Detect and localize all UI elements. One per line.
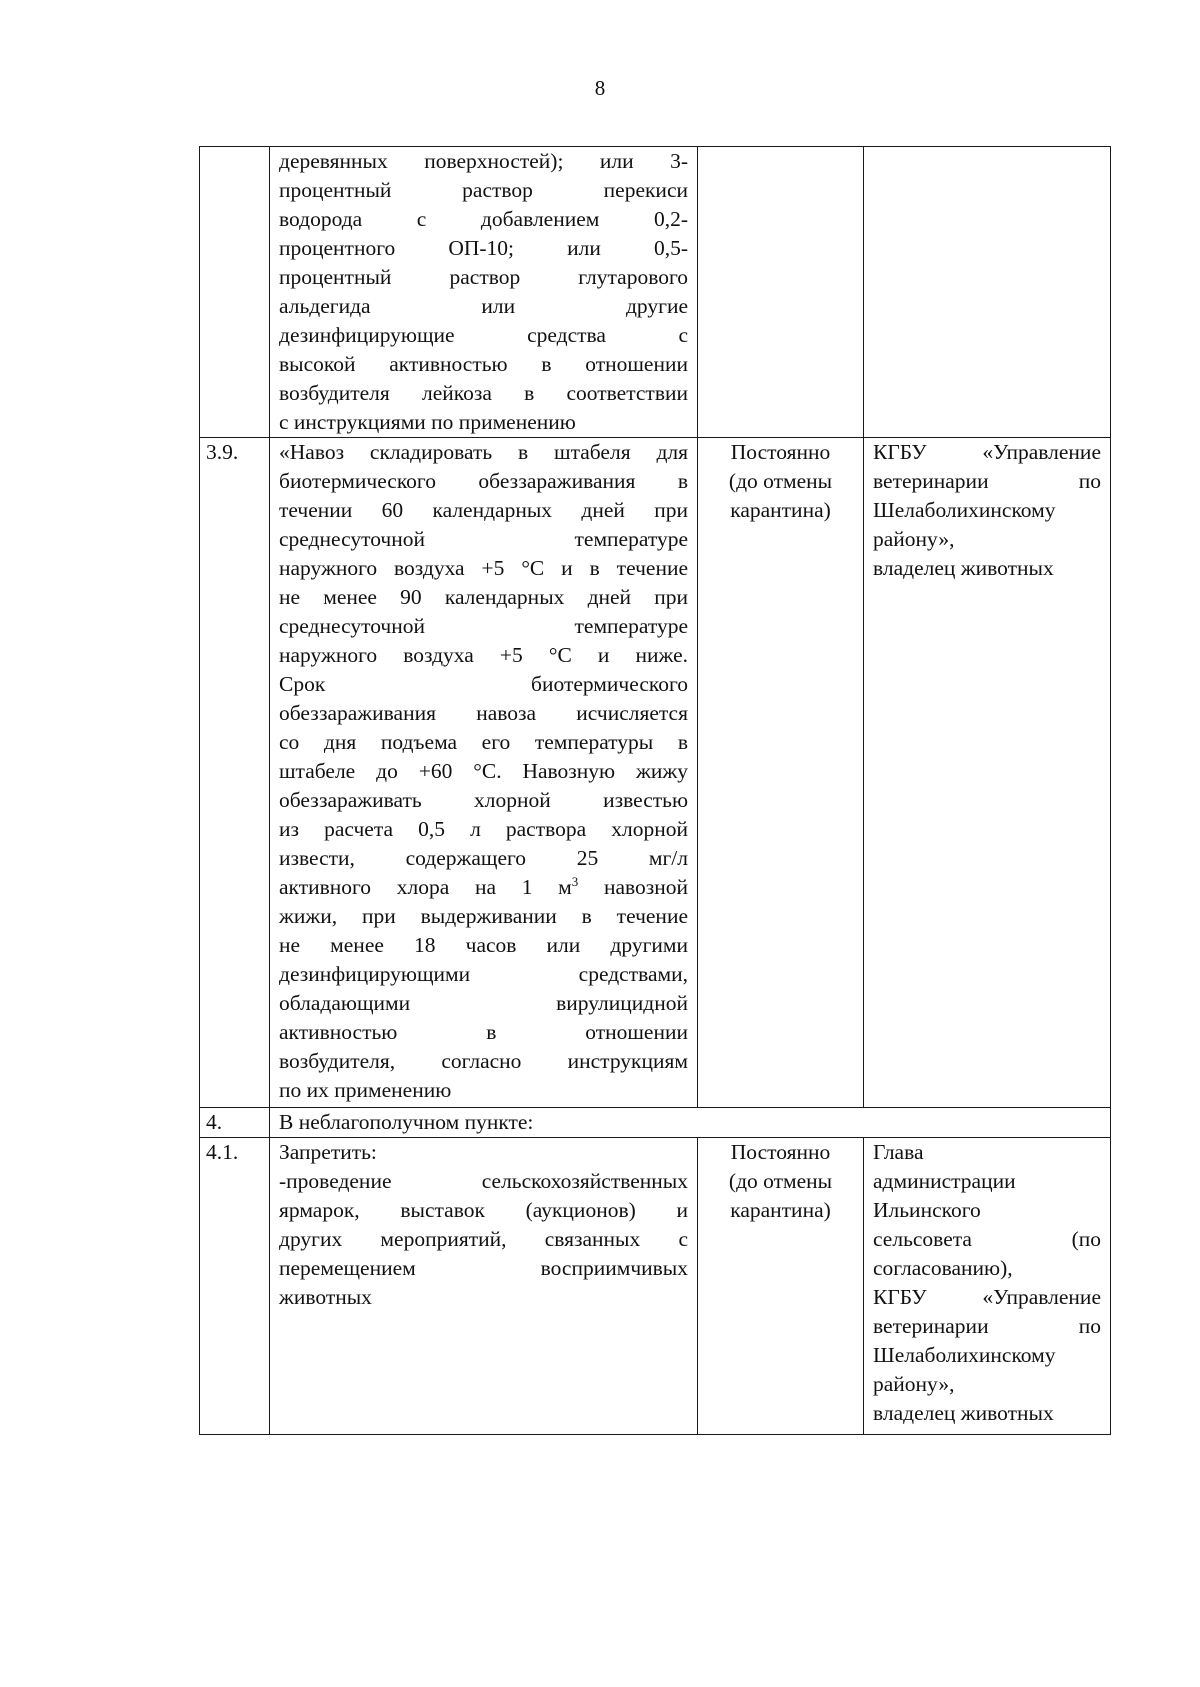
description-line: животных [279,1285,372,1309]
description-line: среднесуточной температуре [279,614,688,638]
description-line-tail: навозной [578,875,688,899]
superscript-exponent: 3 [571,874,579,889]
description-line: течении 60 календарных дней при [279,498,688,522]
responsible-line: КГБУ «Управление [873,440,1101,464]
responsible-line: администрации [873,1169,1016,1193]
responsible-line: сельсовета (по [873,1227,1101,1251]
description-line: наружного воздуха +5 °С и ниже. [279,643,688,667]
row-number [200,147,270,438]
description-line: дезинфицирующими средствами, [279,962,688,986]
table-row [200,1138,1111,1435]
description-line: дезинфицирующие средства с [279,323,688,347]
row-number: 4. [200,1108,270,1138]
description-line: обеззараживать хлорной известью [279,788,688,812]
description-line: биотермического обеззараживания в [279,469,688,493]
description-line: процентный раствор глутарового [279,265,688,289]
description-line: ярмарок, выставок (аукционов) и [279,1198,688,1222]
table-row [200,147,1111,438]
description-line: среднесуточной температуре [279,527,688,551]
measures-table [199,146,1111,1435]
description-line: деревянных поверхностей); или 3- [279,149,688,173]
measure-description [270,438,698,1108]
description-line: высокой активностью в отношении [279,352,688,376]
measure-responsible [864,438,1111,1108]
measure-description [270,147,698,438]
term-line: Постоянно [730,1140,831,1164]
term-line: карантина) [730,498,831,522]
responsible-line: ветеринарии по [873,469,1101,493]
description-line: «Навоз складировать в штабеля для [279,440,688,464]
measure-description [270,1138,698,1435]
description-line: возбудителя лейкоза в соответствии [279,381,688,405]
description-line: других мероприятий, связанных с [279,1227,688,1251]
description-line: -проведение сельскохозяйственных [279,1169,688,1193]
description-line: не менее 90 календарных дней при [279,585,688,609]
term-line: Постоянно [730,440,831,464]
description-line: не менее 18 часов или другими [279,933,688,957]
description-line: возбудителя, согласно инструкциям [279,1049,688,1073]
description-line: по их применению [279,1078,452,1102]
responsible-line: КГБУ «Управление [873,1285,1101,1309]
section-heading: В неблагополучном пункте: [270,1108,1111,1138]
table-row [200,438,1111,1108]
description-line: наружного воздуха +5 °С и в течение [279,556,688,580]
term-line: (до отмены [728,1169,833,1193]
description-line-text: активного хлора на 1 м [279,875,572,899]
measure-term [698,1138,864,1435]
page-number: 8 [594,76,606,100]
responsible-line: владелец животных [873,556,1054,580]
description-line: с инструкциями по применению [279,410,576,434]
term-line: (до отмены [728,469,833,493]
responsible-line: району», [873,527,955,551]
description-line: обеззараживания навоза исчисляется [279,701,688,725]
description-line: водорода с добавлением 0,2- [279,207,688,231]
term-line: карантина) [730,1198,831,1222]
responsible-line: Шелаболихинскому [873,498,1056,522]
description-line: Срок биотермического [279,672,688,696]
responsible-line: Шелаболихинскому [873,1343,1056,1367]
description-line: обладающими вирулицидной [279,991,688,1015]
responsible-line: ветеринарии по [873,1314,1101,1338]
description-line: альдегида или другие [279,294,688,318]
description-line [279,873,688,902]
table-row [200,1108,1111,1138]
description-line: со дня подъема его температуры в [279,730,688,754]
row-number: 3.9. [200,438,270,1108]
measure-responsible [864,147,1111,438]
description-line: Запретить: [279,1140,377,1164]
responsible-line: владелец животных [873,1401,1054,1425]
measure-term [698,438,864,1108]
responsible-line: Ильинского [873,1198,981,1222]
description-line: извести, содержащего 25 мг/л [279,846,688,870]
responsible-line: Глава [873,1140,924,1164]
description-line: процентного ОП-10; или 0,5- [279,236,688,260]
description-line: процентный раствор перекиси [279,178,688,202]
description-line: активностью в отношении [279,1020,688,1044]
responsible-line: району», [873,1372,955,1396]
description-line: жижи, при выдерживании в течение [279,904,688,928]
measure-term [698,147,864,438]
description-line: перемещением восприимчивых [279,1256,688,1280]
responsible-line: согласованию), [873,1256,1013,1280]
description-line: штабеле до +60 °С. Навозную жижу [279,759,688,783]
description-line: из расчета 0,5 л раствора хлорной [279,817,688,841]
row-number: 4.1. [200,1138,270,1435]
measure-responsible [864,1138,1111,1435]
